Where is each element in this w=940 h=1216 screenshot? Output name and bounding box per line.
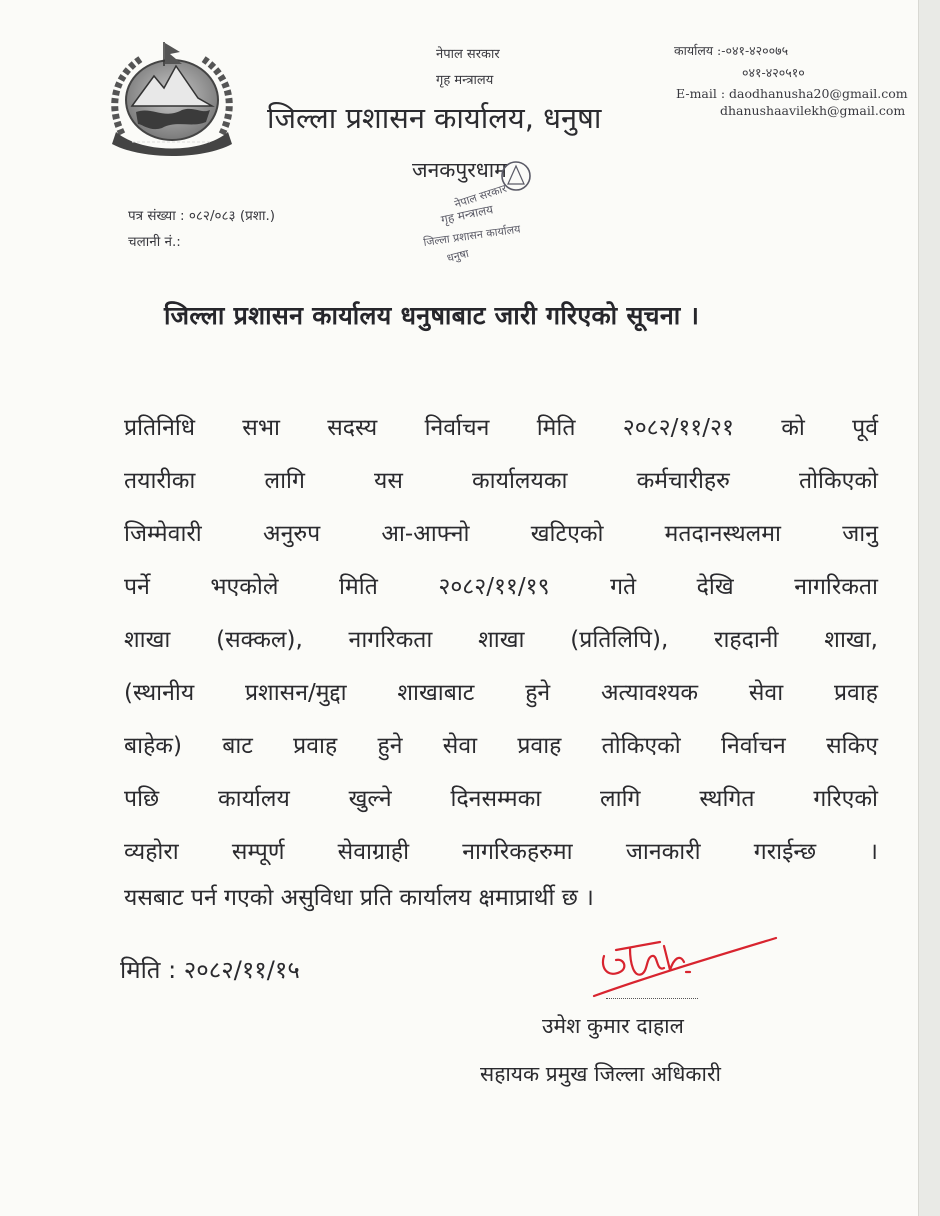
handwritten-signature [590, 928, 780, 1003]
stamp-line-2: गृह मन्त्रालय [439, 202, 495, 227]
notice-line: प्रतिनिधि सभा सदस्य निर्वाचन मिति २०८२/११/२१ को पूर्व [124, 415, 878, 441]
nepal-emblem-icon [102, 36, 242, 158]
ministry-name: गृह मन्त्रालय [436, 73, 494, 88]
office-title: जिल्ला प्रशासन कार्यालय, धनुषा [267, 101, 602, 135]
notice-line: बाहेक) बाट प्रवाह हुने सेवा प्रवाह तोकिएको निर्वाचन सकिए [124, 733, 878, 759]
notice-line: शाखा (सक्कल), नागरिकता शाखा (प्रतिलिपि), राहदानी शाखा, [124, 627, 878, 653]
notice-line: पर्ने भएकोले मिति २०८२/११/१९ गते देखि नागरिकता [124, 574, 878, 600]
office-phone-2: ०४१-४२०५१० [742, 65, 805, 80]
letter-number: पत्र संख्या : ०८२/०८३ (प्रशा.) [128, 208, 276, 224]
notice-date: मिति : २०८२/११/१५ [120, 956, 300, 984]
notice-line: यसबाट पर्न गएको असुविधा प्रति कार्यालय क्षमाप्रार्थी छ । [124, 885, 594, 911]
signatory-title: सहायक प्रमुख जिल्ला अधिकारी [480, 1062, 721, 1086]
signature-line [606, 998, 698, 999]
stamp-line-3: जिल्ला प्रशासन कार्यालय [422, 222, 522, 249]
government-name: नेपाल सरकार [436, 47, 500, 62]
stamp-line-4: धनुषा [445, 246, 471, 265]
stamp-line-1: नेपाल सरकार [452, 181, 509, 211]
notice-line: पछि कार्यालय खुल्ने दिनसम्मका लागि स्थगित गरिएको [124, 786, 878, 812]
office-email-2: dhanushaavilekh@gmail.com [720, 103, 906, 118]
notice-heading: जिल्ला प्रशासन कार्यालय धनुषाबाट जारी गरिएको सूचना । [164, 301, 700, 330]
office-email-1: E-mail : daodhanusha20@gmail.com [676, 86, 908, 101]
office-city: जनकपुरधाम [412, 158, 507, 182]
page-edge [918, 0, 940, 1216]
notice-line: (स्थानीय प्रशासन/मुद्दा शाखाबाट हुने अत्यावश्यक सेवा प्रवाह [124, 680, 878, 706]
notice-line: तयारीका लागि यस कार्यालयका कर्मचारीहरु तोकिएको [124, 468, 878, 494]
notice-line: व्यहोरा सम्पूर्ण सेवाग्राही नागरिकहरुमा जानकारी गराईन्छ । [124, 839, 878, 865]
office-stamp [398, 150, 548, 270]
notice-line: जिम्मेवारी अनुरुप आ-आफ्नो खटिएको मतदानस्थलमा जानु [124, 521, 878, 547]
signatory-name: उमेश कुमार दाहाल [542, 1014, 684, 1038]
office-phone-1: कार्यालय :-०४१-४२००७५ [674, 43, 789, 58]
dispatch-number: चलानी नं.: [128, 234, 181, 250]
